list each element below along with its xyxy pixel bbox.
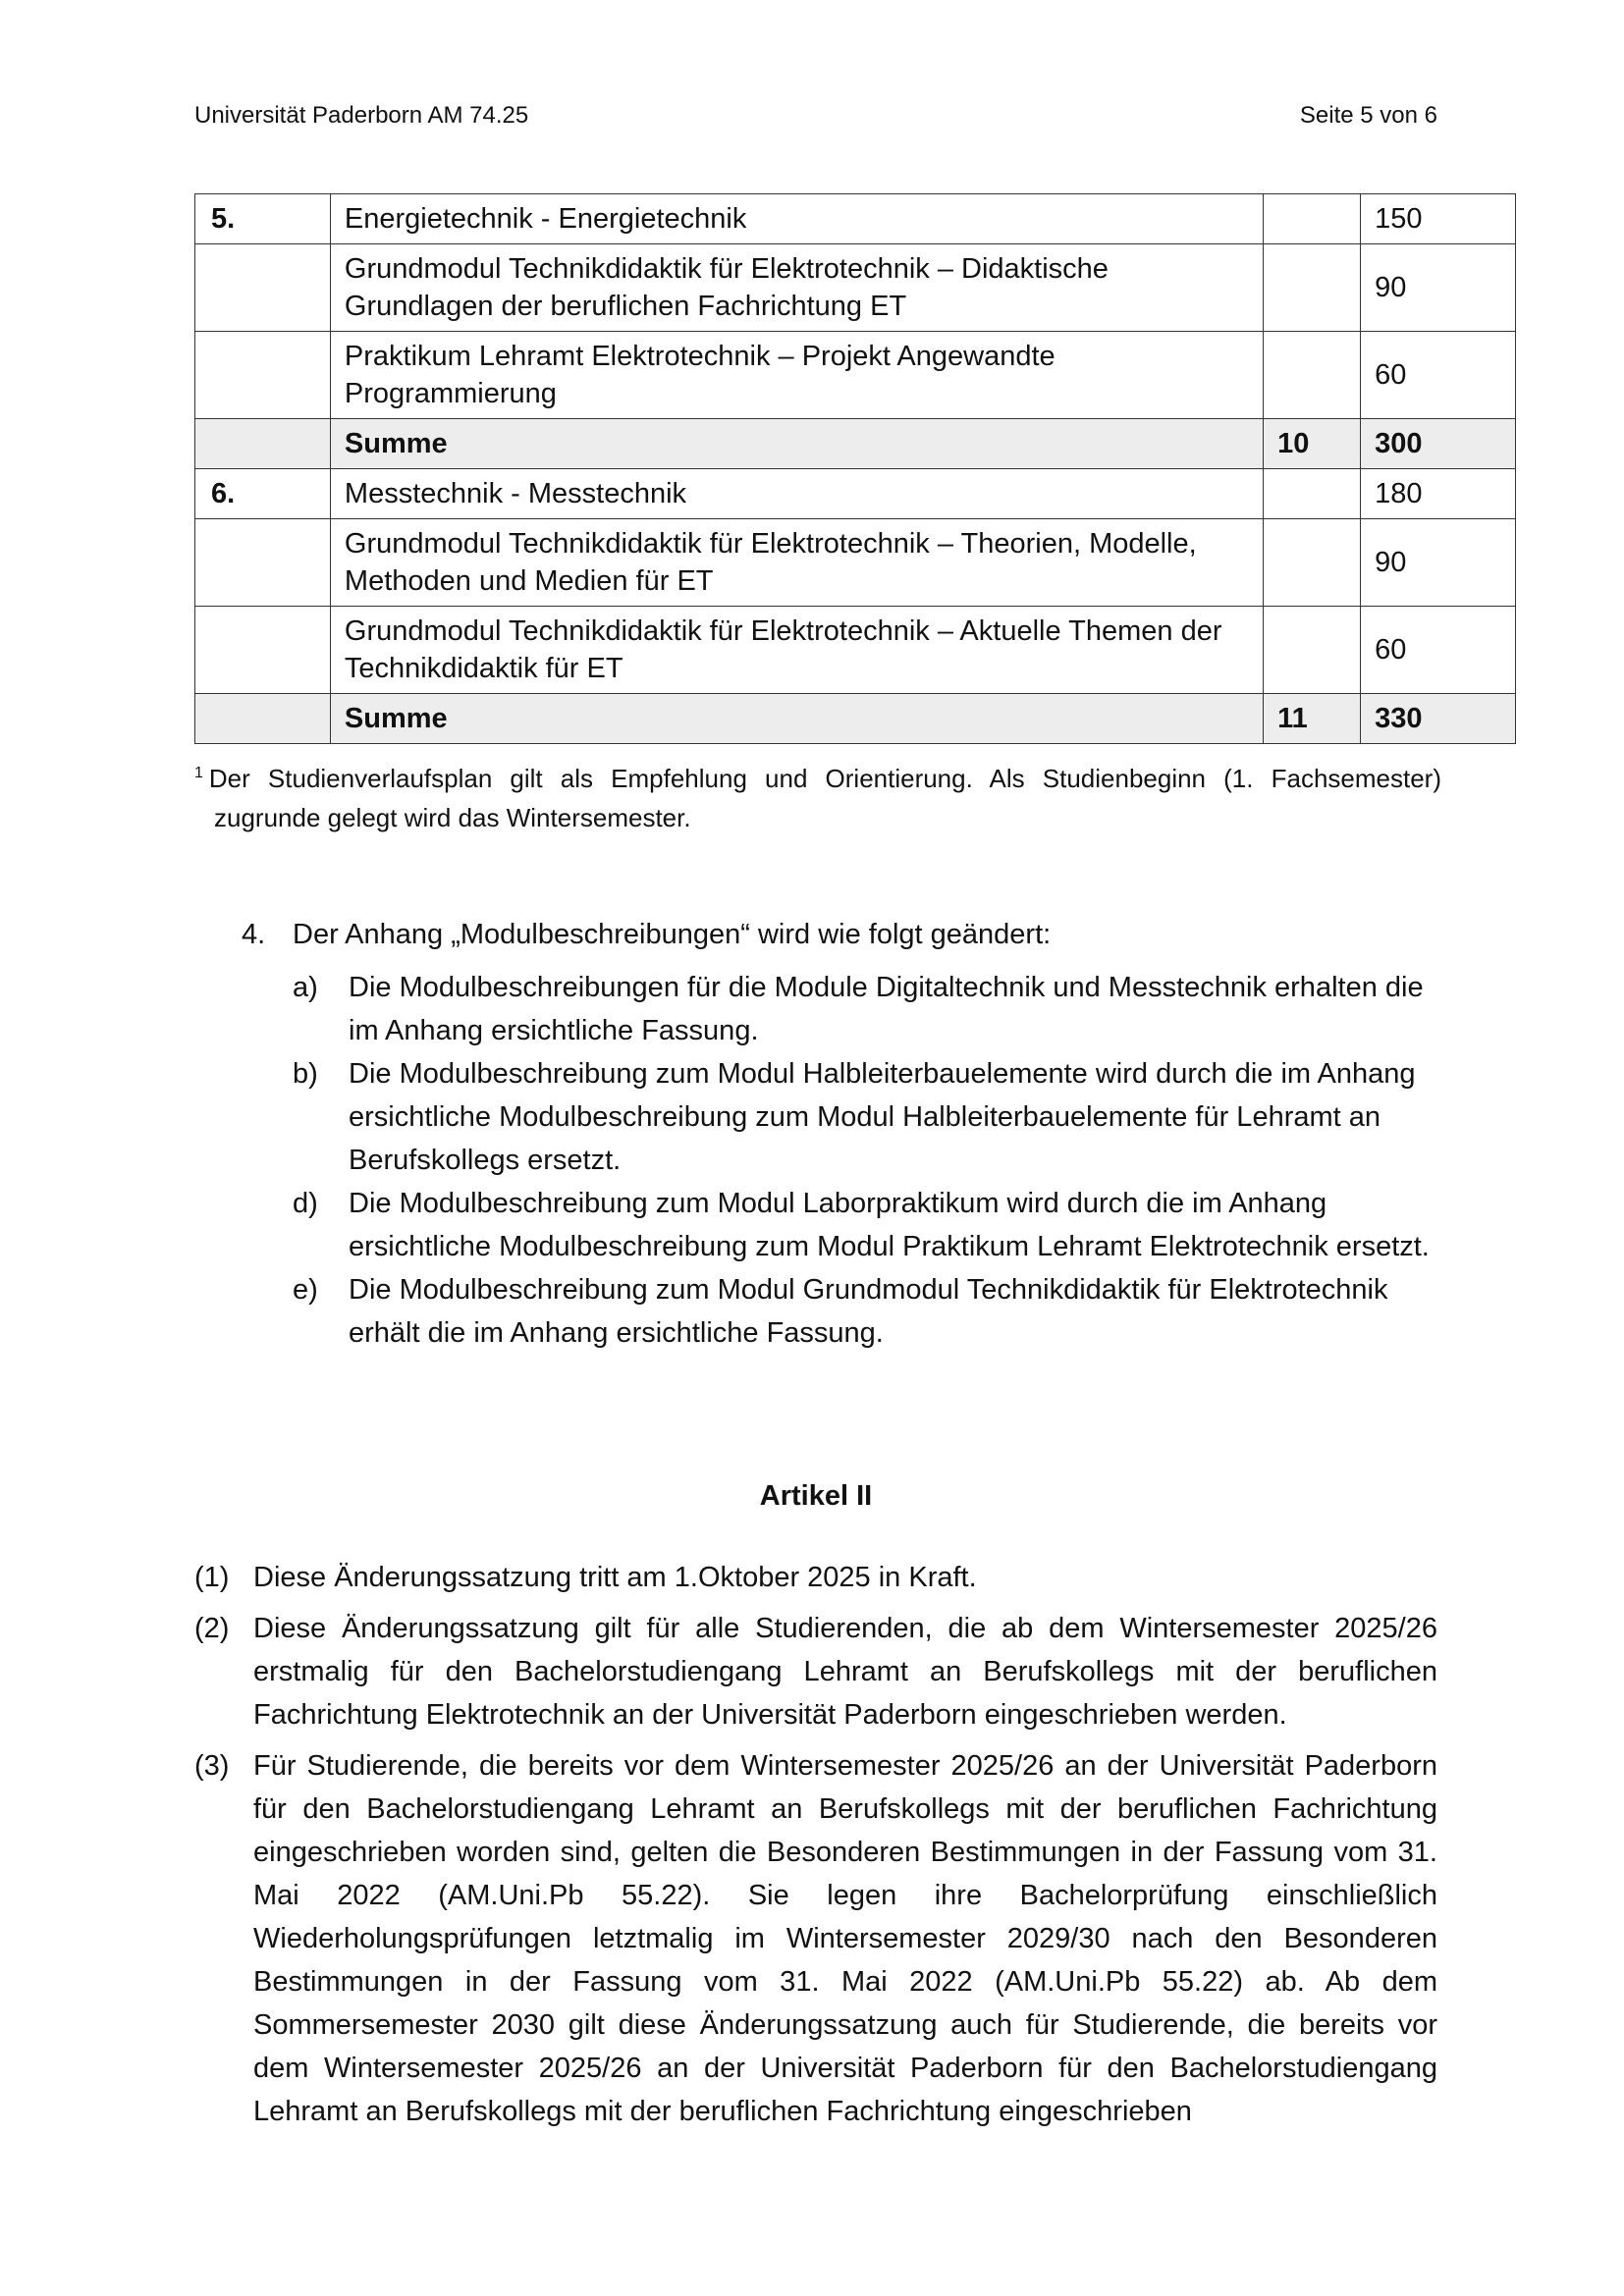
- sum-label-cell: Summe: [330, 419, 1263, 469]
- semester-cell: [195, 607, 331, 694]
- header-document-id: Universität Paderborn AM 74.25: [194, 102, 529, 129]
- sub-item-letter: d): [293, 1188, 318, 1219]
- module-cell: Grundmodul Technikdidaktik für Elektrotechnik – Didaktische Grundlagen der beruflichen Fachrichtung ET: [330, 244, 1263, 332]
- item-lead-text: Der Anhang „Modulbeschreibungen“ wird wie folgt geändert:: [293, 919, 1052, 950]
- module-cell: Energietechnik - Energietechnik: [330, 194, 1263, 244]
- item-lead: [242, 913, 1439, 956]
- credits-cell: [1264, 332, 1361, 419]
- sub-item-list: [293, 966, 1439, 1355]
- semester-cell: [195, 519, 331, 607]
- credits-cell: [1264, 519, 1361, 607]
- paragraph: [194, 1607, 1437, 1736]
- table-sum-row: [195, 694, 1516, 744]
- footnote-marker: 1: [194, 765, 203, 781]
- semester-cell: [195, 332, 331, 419]
- sub-item-letter: a): [293, 972, 318, 1003]
- item-number: 4.: [242, 919, 266, 950]
- paragraph-number: (1): [194, 1562, 230, 1593]
- table-row: [195, 519, 1516, 607]
- module-cell: Praktikum Lehramt Elektrotechnik – Projekt Angewandte Programmierung: [330, 332, 1263, 419]
- semester-cell: [195, 244, 331, 332]
- list-item: [293, 966, 1439, 1052]
- sum-label-cell: Summe: [330, 694, 1263, 744]
- list-item: [293, 1182, 1439, 1268]
- table-row: [195, 469, 1516, 519]
- article-paragraphs: [194, 1556, 1437, 2141]
- hours-sum-cell: 300: [1361, 419, 1516, 469]
- credits-sum-cell: 10: [1264, 419, 1361, 469]
- credits-cell: [1264, 194, 1361, 244]
- paragraph-text: Diese Änderungssatzung tritt am 1.Oktober 2025 in Kraft.: [253, 1562, 977, 1593]
- credits-cell: [1264, 244, 1361, 332]
- paragraph-text: Für Studierende, die bereits vor dem Wintersemester 2025/26 an der Universität Paderborn für den Bachelorstudiengang Lehramt an Berufskollegs mit der beruflichen Fachrichtung eingeschrieben worden sind, gelten die Besonderen Bestimmungen in der Fassung vom 31. Mai 2022 (AM.Uni.Pb 55.22). Sie legen ihre Bachelorprüfung einschließlich Wiederholungsprüfungen letztmalig im Wintersemester 2029/30 nach den Besonderen Bestimmungen in der Fassung vom 31. Mai 2022 (AM.Uni.Pb 55.22) ab. Ab dem Sommersemester 2030 gilt diese Änderungssatzung auch für Studierende, die bereits vor dem Wintersemester 2025/26 an der Universität Paderborn für den Bachelorstudiengang Lehramt an Berufskollegs mit der beruflichen Fachrichtung eingeschrieben: [253, 1750, 1437, 2127]
- hours-cell: 60: [1361, 332, 1516, 419]
- semester-cell: 5.: [195, 194, 331, 244]
- paragraph-text: Diese Änderungssatzung gilt für alle Studierenden, die ab dem Wintersemester 2025/26 erstmalig für den Bachelorstudiengang Lehramt an Berufskollegs mit der beruflichen Fachrichtung Elektrotechnik an der Universität Paderborn eingeschrieben werden.: [253, 1613, 1437, 1731]
- paragraph-number: (2): [194, 1613, 230, 1644]
- sub-item-text: Die Modulbeschreibung zum Modul Grundmodul Technikdidaktik für Elektrotechnik erhält die im Anhang ersichtliche Fassung.: [349, 1274, 1388, 1349]
- hours-cell: 60: [1361, 607, 1516, 694]
- header-page-number: Seite 5 von 6: [1299, 102, 1437, 129]
- credits-cell: [1264, 469, 1361, 519]
- hours-cell: 90: [1361, 519, 1516, 607]
- table-row: [195, 607, 1516, 694]
- credits-cell: [1264, 607, 1361, 694]
- paragraph: [194, 1744, 1437, 2133]
- sub-item-letter: e): [293, 1274, 318, 1306]
- table-row: [195, 194, 1516, 244]
- sub-item-text: Die Modulbeschreibung zum Modul Laborpraktikum wird durch die im Anhang ersichtliche Modulbeschreibung zum Modul Praktikum Lehramt Elektrotechnik ersetzt.: [349, 1188, 1430, 1262]
- section-heading: Artikel II: [759, 1480, 873, 1512]
- amendment-item-4: [242, 913, 1439, 1355]
- footnote-text: Der Studienverlaufsplan gilt als Empfehlung und Orientierung. Als Studienbeginn (1. Fachsemester) zugrunde gelegt wird das Wintersemester.: [208, 764, 1441, 832]
- module-cell: Grundmodul Technikdidaktik für Elektrotechnik – Aktuelle Themen der Technikdidaktik für ET: [330, 607, 1263, 694]
- hours-cell: 150: [1361, 194, 1516, 244]
- semester-cell: [195, 694, 331, 744]
- hours-sum-cell: 330: [1361, 694, 1516, 744]
- sub-item-text: Die Modulbeschreibung zum Modul Halbleiterbauelemente wird durch die im Anhang ersichtliche Modulbeschreibung zum Modul Halbleiterbauelemente für Lehramt an Berufskollegs ersetzt.: [349, 1058, 1416, 1176]
- paragraph: [194, 1556, 1437, 1599]
- credits-sum-cell: 11: [1264, 694, 1361, 744]
- table-row: [195, 244, 1516, 332]
- table-row: [195, 332, 1516, 419]
- paragraph-number: (3): [194, 1750, 230, 1782]
- module-cell: Messtechnik - Messtechnik: [330, 469, 1263, 519]
- semester-cell: 6.: [195, 469, 331, 519]
- list-item: [293, 1268, 1439, 1355]
- page-header: [194, 102, 1437, 130]
- footnote: [194, 754, 1441, 837]
- semester-cell: [195, 419, 331, 469]
- hours-cell: 180: [1361, 469, 1516, 519]
- module-cell: Grundmodul Technikdidaktik für Elektrotechnik – Theorien, Modelle, Methoden und Medien für ET: [330, 519, 1263, 607]
- hours-cell: 90: [1361, 244, 1516, 332]
- sub-item-letter: b): [293, 1058, 318, 1090]
- list-item: [293, 1052, 1439, 1182]
- study-plan-table: [194, 193, 1516, 744]
- table-sum-row: [195, 419, 1516, 469]
- sub-item-text: Die Modulbeschreibungen für die Module Digitaltechnik und Messtechnik erhalten die im Anhang ersichtliche Fassung.: [349, 972, 1424, 1046]
